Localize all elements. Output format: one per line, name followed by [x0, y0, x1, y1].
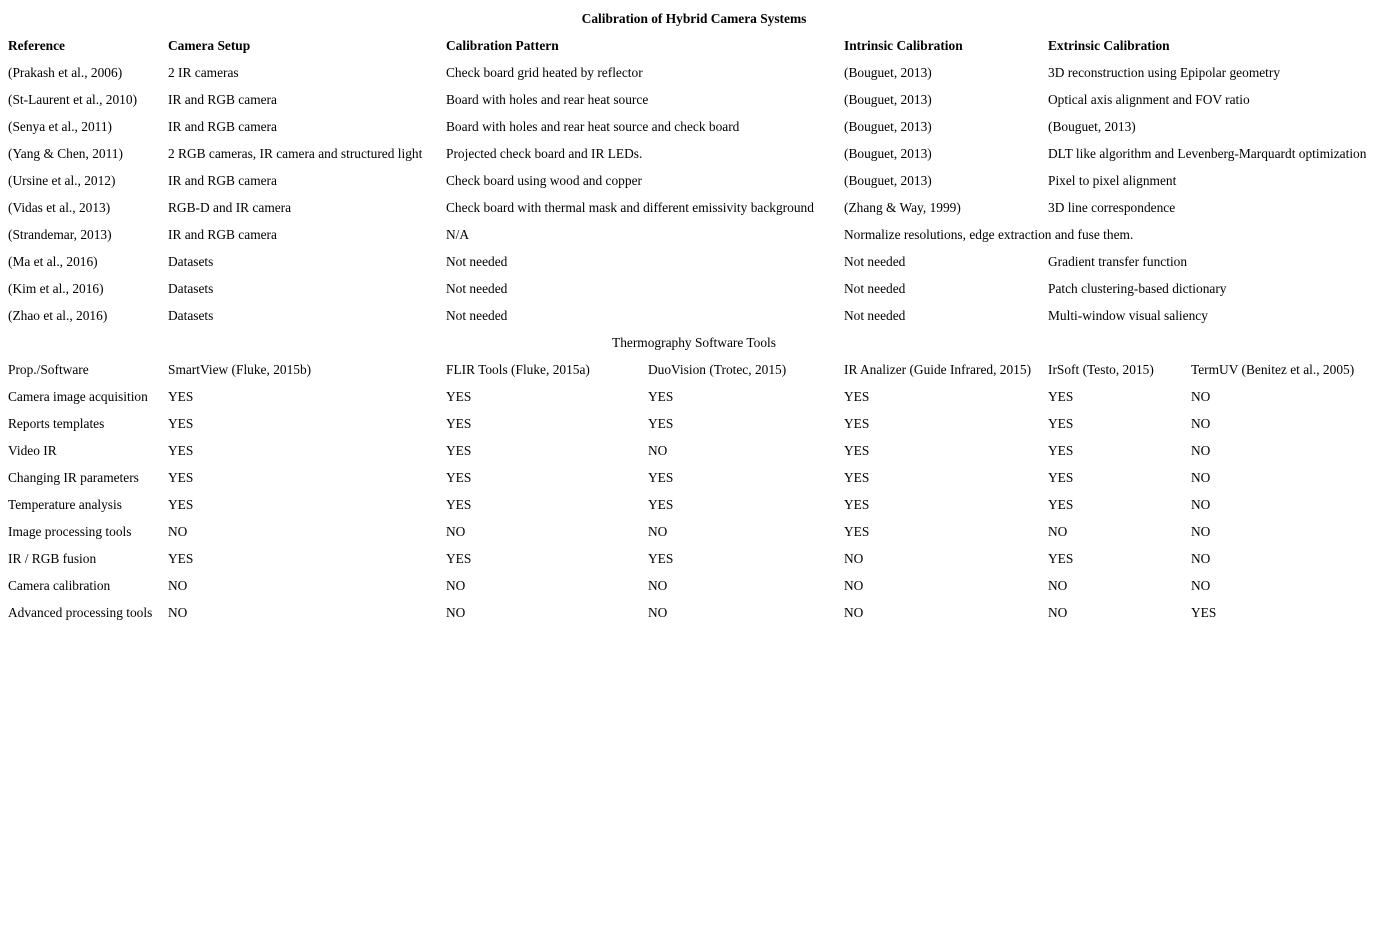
software-cell: YES: [844, 443, 870, 458]
software-cell: YES: [844, 416, 870, 431]
calibration-cell: RGB-D and IR camera: [168, 200, 292, 215]
software-cell: Camera image acquisition: [8, 389, 148, 404]
software-cell: YES: [1048, 443, 1074, 458]
software-cell: YES: [168, 443, 194, 458]
calibration-cell: IR and RGB camera: [168, 119, 277, 134]
software-cell: NO: [1048, 605, 1068, 620]
software-cell: Image processing tools: [8, 524, 132, 539]
software-cell: NO: [446, 578, 466, 593]
calibration-table-title: Calibration of Hybrid Camera Systems: [581, 11, 807, 26]
calibration-table-row: [0, 113, 1388, 140]
calibration-cell: (Zhang & Way, 1999): [844, 200, 961, 215]
calibration-cell: 3D line correspondence: [1048, 200, 1176, 215]
software-cell: YES: [1048, 416, 1074, 431]
software-cell: IR / RGB fusion: [8, 551, 97, 566]
software-table-title: Thermography Software Tools: [612, 335, 776, 350]
calibration-cell: Datasets: [168, 308, 214, 323]
software-column-header: SmartView (Fluke, 2015b): [168, 362, 312, 377]
calibration-cell: IR and RGB camera: [168, 92, 277, 107]
calibration-cell: Not needed: [446, 308, 508, 323]
calibration-cell: Optical axis alignment and FOV ratio: [1048, 92, 1250, 107]
software-cell: NO: [1048, 524, 1068, 539]
software-cell: YES: [168, 389, 194, 404]
software-cell: YES: [446, 389, 472, 404]
software-cell: Camera calibration: [8, 578, 111, 593]
calibration-table-row: [0, 248, 1388, 275]
calibration-cell: Datasets: [168, 281, 214, 296]
software-cell: NO: [648, 443, 668, 458]
calibration-cell: IR and RGB camera: [168, 227, 277, 242]
software-cell: YES: [168, 416, 194, 431]
software-cell: NO: [1191, 551, 1211, 566]
software-cell: NO: [648, 524, 668, 539]
software-title-row: [0, 329, 1388, 356]
calibration-cell: (Strandemar, 2013): [8, 227, 112, 242]
calibration-cell: Datasets: [168, 254, 214, 269]
software-table-row: [0, 410, 1388, 437]
calibration-table-row: [0, 59, 1388, 86]
software-cell: YES: [168, 551, 194, 566]
software-cell: NO: [168, 524, 188, 539]
calibration-cell: (Bouguet, 2013): [1048, 119, 1136, 134]
calibration-cell: Board with holes and rear heat source: [446, 92, 649, 107]
software-cell: NO: [1191, 524, 1211, 539]
calibration-cell: Projected check board and IR LEDs.: [446, 146, 643, 161]
calibration-cell: (Vidas et al., 2013): [8, 200, 111, 215]
calibration-cell: (Bouguet, 2013): [844, 92, 932, 107]
software-table-row: [0, 491, 1388, 518]
calibration-cell: DLT like algorithm and Levenberg-Marquardt optimization: [1048, 146, 1367, 161]
software-cell: YES: [844, 470, 870, 485]
calibration-cell: Multi-window visual saliency: [1048, 308, 1208, 323]
calibration-cell: IR and RGB camera: [168, 173, 277, 188]
software-cell: NO: [844, 578, 864, 593]
calibration-cell: (Ma et al., 2016): [8, 254, 98, 269]
software-cell: YES: [446, 497, 472, 512]
calibration-cell: Pixel to pixel alignment: [1048, 173, 1177, 188]
calibration-table-row: [0, 194, 1388, 221]
software-cell: NO: [648, 605, 668, 620]
calibration-cell: (Bouguet, 2013): [844, 173, 932, 188]
software-cell: NO: [844, 551, 864, 566]
calibration-cell: Normalize resolutions, edge extraction and fuse them.: [844, 227, 1134, 242]
calibration-cell: (Bouguet, 2013): [844, 65, 932, 80]
software-table-row: [0, 545, 1388, 572]
software-table-row: [0, 437, 1388, 464]
software-column-header: TermUV (Benitez et al., 2005): [1191, 362, 1355, 377]
calibration-cell: (Ursine et al., 2012): [8, 173, 116, 188]
software-cell: YES: [446, 416, 472, 431]
software-cell: NO: [844, 605, 864, 620]
calibration-cell: (Bouguet, 2013): [844, 119, 932, 134]
calibration-cell: Check board grid heated by reflector: [446, 65, 643, 80]
software-cell: YES: [648, 389, 674, 404]
software-cell: NO: [1191, 389, 1211, 404]
software-cell: YES: [446, 470, 472, 485]
software-column-header: FLIR Tools (Fluke, 2015a): [446, 362, 590, 377]
calibration-cell: Not needed: [446, 281, 508, 296]
calibration-table-row: [0, 221, 1388, 248]
software-table-row: [0, 464, 1388, 491]
software-cell: YES: [446, 551, 472, 566]
calibration-cell: 2 IR cameras: [168, 65, 239, 80]
software-cell: Reports templates: [8, 416, 105, 431]
calibration-cell: (St-Laurent et al., 2010): [8, 92, 138, 107]
calibration-table-row: [0, 275, 1388, 302]
calibration-column-header: Camera Setup: [168, 38, 251, 53]
calibration-cell: (Bouguet, 2013): [844, 146, 932, 161]
calibration-cell: N/A: [446, 227, 470, 242]
software-cell: YES: [1048, 551, 1074, 566]
calibration-cell: Not needed: [844, 308, 906, 323]
software-cell: NO: [648, 578, 668, 593]
calibration-cell: 3D reconstruction using Epipolar geometry: [1048, 65, 1281, 80]
software-cell: YES: [648, 416, 674, 431]
calibration-column-header: Extrinsic Calibration: [1048, 38, 1170, 53]
calibration-cell: Patch clustering-based dictionary: [1048, 281, 1227, 296]
software-table-row: [0, 518, 1388, 545]
software-column-header: Prop./Software: [8, 362, 89, 377]
calibration-cell: 2 RGB cameras, IR camera and structured light: [168, 146, 423, 161]
calibration-table-row: [0, 140, 1388, 167]
calibration-cell: Check board using wood and copper: [446, 173, 642, 188]
software-cell: YES: [1048, 470, 1074, 485]
software-cell: YES: [1191, 605, 1217, 620]
calibration-cell: Not needed: [844, 254, 906, 269]
software-cell: YES: [844, 389, 870, 404]
calibration-cell: (Yang & Chen, 2011): [8, 146, 123, 161]
software-cell: NO: [1191, 497, 1211, 512]
calibration-column-header: Intrinsic Calibration: [844, 38, 963, 53]
software-cell: NO: [1191, 578, 1211, 593]
software-cell: Video IR: [8, 443, 57, 458]
software-cell: NO: [446, 605, 466, 620]
software-cell: YES: [446, 443, 472, 458]
calibration-cell: Board with holes and rear heat source and check board: [446, 119, 740, 134]
calibration-cell: (Zhao et al., 2016): [8, 308, 108, 323]
software-cell: NO: [1048, 578, 1068, 593]
software-column-header: DuoVision (Trotec, 2015): [648, 362, 787, 377]
software-cell: YES: [168, 470, 194, 485]
calibration-cell: Gradient transfer function: [1048, 254, 1188, 269]
software-table-row: [0, 572, 1388, 599]
software-cell: YES: [648, 470, 674, 485]
software-cell: Temperature analysis: [8, 497, 122, 512]
calibration-header-row: [0, 32, 1388, 59]
software-cell: YES: [844, 524, 870, 539]
software-cell: YES: [1048, 389, 1074, 404]
software-cell: NO: [1191, 443, 1211, 458]
software-cell: NO: [168, 578, 188, 593]
software-cell: NO: [1191, 416, 1211, 431]
software-cell: YES: [1048, 497, 1074, 512]
calibration-cell: (Kim et al., 2016): [8, 281, 104, 296]
calibration-title-row: [0, 5, 1388, 32]
software-cell: Advanced processing tools: [8, 605, 153, 620]
software-column-header: IrSoft (Testo, 2015): [1048, 362, 1154, 377]
software-table-row: [0, 599, 1388, 626]
calibration-column-header: Calibration Pattern: [446, 38, 559, 53]
software-cell: NO: [446, 524, 466, 539]
software-cell: YES: [648, 497, 674, 512]
calibration-cell: Not needed: [446, 254, 508, 269]
calibration-table-row: [0, 302, 1388, 329]
software-cell: NO: [1191, 470, 1211, 485]
calibration-cell: Not needed: [844, 281, 906, 296]
calibration-table-row: [0, 86, 1388, 113]
software-column-header: IR Analizer (Guide Infrared, 2015): [844, 362, 1032, 377]
calibration-cell: Check board with thermal mask and different emissivity background: [446, 200, 814, 215]
software-cell: NO: [168, 605, 188, 620]
software-header-row: [0, 356, 1388, 383]
calibration-cell: (Prakash et al., 2006): [8, 65, 123, 80]
software-cell: YES: [168, 497, 194, 512]
software-cell: YES: [844, 497, 870, 512]
calibration-table-row: [0, 167, 1388, 194]
calibration-column-header: Reference: [8, 38, 65, 53]
calibration-cell: (Senya et al., 2011): [8, 119, 112, 134]
software-cell: Changing IR parameters: [8, 470, 139, 485]
software-cell: YES: [648, 551, 674, 566]
software-table-row: [0, 383, 1388, 410]
